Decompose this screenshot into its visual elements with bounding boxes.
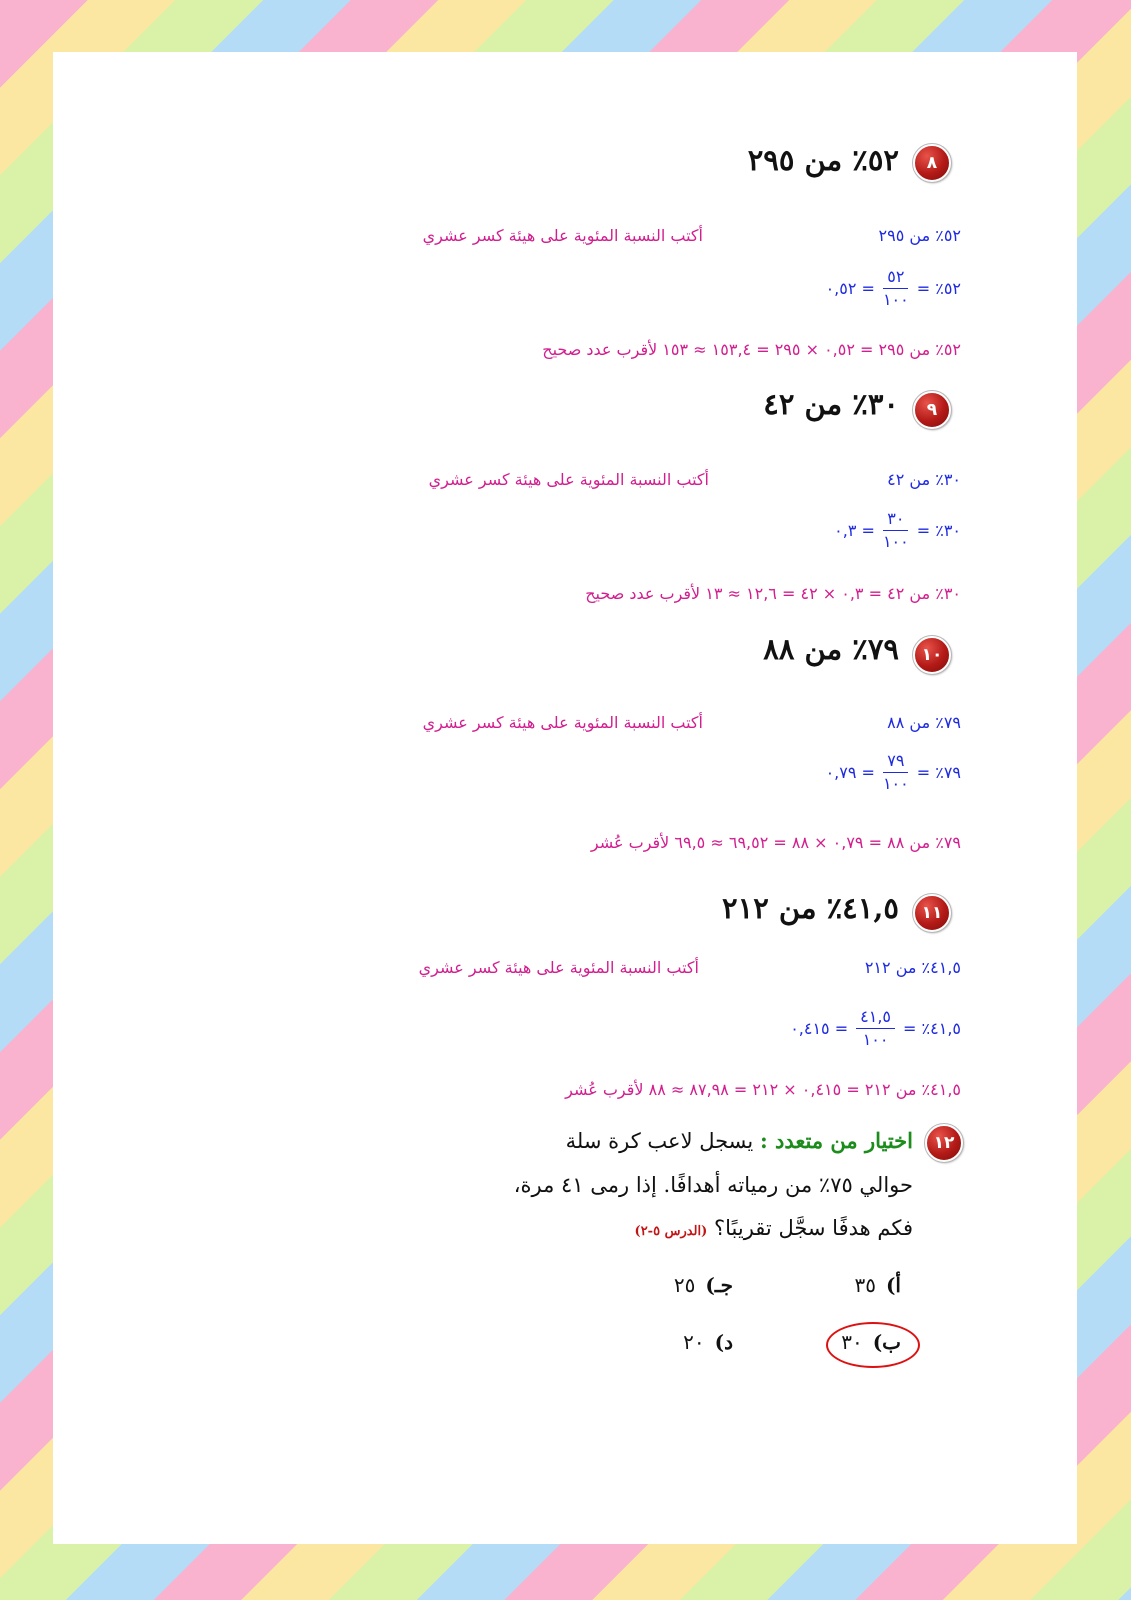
problem-number-badge: ١١: [913, 894, 951, 932]
step-hint: أكتب النسبة المئوية على هيئة كسر عشري: [428, 470, 709, 489]
mc-question-line-2: حوالي ٧٥٪ من رمياته أهدافًا. إذا رمى ٤١ مرة،: [513, 1173, 913, 1197]
fraction: [883, 268, 909, 309]
option-label: جـ): [705, 1273, 733, 1297]
fraction-equation: [834, 510, 961, 551]
problem-number-badge: ٩: [913, 391, 951, 429]
step-hint: أكتب النسبة المئوية على هيئة كسر عشري: [422, 226, 703, 245]
option-value: ٢٠: [683, 1330, 705, 1354]
selected-answer-circle: [826, 1322, 920, 1368]
option-label: د): [714, 1330, 733, 1354]
fraction-equation: [826, 268, 961, 309]
option-a[interactable]: [854, 1273, 901, 1297]
mc-line-3-text: فكم هدفًا سجَّل تقريبًا؟: [713, 1216, 913, 1240]
problem-heading: ٣٠٪ من ٤٢: [763, 387, 899, 421]
equation-left: ٣٠٪ =: [916, 521, 961, 540]
result-line: ٥٢٪ من ٢٩٥ = ٠,٥٢ × ٢٩٥ = ١٥٣,٤ ≈ ١٥٣ لأقرب عدد صحيح: [542, 340, 961, 359]
option-label: ب): [872, 1330, 901, 1354]
problem-number-badge: ١٢: [925, 1124, 963, 1162]
fraction-equation: [790, 1008, 961, 1049]
step-statement: ٧٩٪ من ٨٨: [887, 713, 961, 732]
equation-right: = ٠,٤١٥: [790, 1019, 849, 1038]
result-line: ٣٠٪ من ٤٢ = ٠,٣ × ٤٢ = ١٢,٦ ≈ ١٣ لأقرب عدد صحيح: [585, 584, 961, 603]
equation-right: = ٠,٥٢: [825, 279, 875, 298]
option-value: ٣٥: [854, 1273, 876, 1297]
result-line: ٧٩٪ من ٨٨ = ٠,٧٩ × ٨٨ = ٦٩,٥٢ ≈ ٦٩,٥ لأقرب عُشر: [590, 833, 961, 852]
step-hint: أكتب النسبة المئوية على هيئة كسر عشري: [422, 713, 703, 732]
equation-right: = ٠,٧٩: [825, 763, 875, 782]
lesson-reference: (الدرس ٥-٢): [634, 1224, 708, 1239]
problem-heading: ٧٩٪ من ٨٨: [763, 632, 899, 666]
problem-number-badge: ٨: [913, 144, 951, 182]
problem-number-badge: ١٠: [913, 636, 951, 674]
fraction-numerator: ٤١,٥: [856, 1008, 895, 1029]
fraction-equation: [826, 752, 961, 793]
fraction: [883, 752, 909, 793]
fraction: [856, 1008, 895, 1049]
option-value: ٢٥: [673, 1273, 696, 1297]
fraction-numerator: ٥٢: [883, 268, 908, 289]
mc-title: اختيار من متعدد :: [759, 1128, 913, 1153]
equation-left: ٤١,٥٪ =: [903, 1019, 961, 1038]
option-value: ٣٠: [841, 1330, 863, 1354]
option-label: أ): [885, 1273, 901, 1297]
fraction-denominator: ١٠٠: [882, 532, 909, 551]
mc-question-line-3: [635, 1216, 913, 1240]
result-line: ٤١,٥٪ من ٢١٢ = ٠,٤١٥ × ٢١٢ = ٨٧,٩٨ ≈ ٨٨ لأقرب عُشر: [565, 1080, 961, 1099]
mc-question-line-1: [566, 1128, 913, 1153]
fraction: [883, 510, 909, 551]
step-hint: أكتب النسبة المئوية على هيئة كسر عشري: [418, 958, 699, 977]
fraction-numerator: ٧٩: [883, 752, 908, 773]
fraction-denominator: ١٠٠: [882, 290, 909, 309]
equation-right: = ٠,٣: [834, 521, 875, 540]
fraction-numerator: ٣٠: [883, 510, 908, 531]
step-statement: ٤١,٥٪ من ٢١٢: [864, 958, 961, 977]
equation-left: ٥٢٪ =: [916, 279, 961, 298]
option-c[interactable]: [674, 1273, 733, 1297]
option-d[interactable]: [683, 1330, 733, 1354]
problem-heading: ٤١,٥٪ من ٢١٢: [722, 891, 899, 925]
fraction-denominator: ١٠٠: [862, 1030, 889, 1049]
step-statement: ٣٠٪ من ٤٢: [887, 470, 961, 489]
equation-left: ٧٩٪ =: [916, 763, 961, 782]
mc-line-1-text: يسجل لاعب كرة سلة: [565, 1129, 754, 1153]
step-statement: ٥٢٪ من ٢٩٥: [878, 226, 961, 245]
fraction-denominator: ١٠٠: [882, 774, 909, 793]
problem-heading: ٥٢٪ من ٢٩٥: [747, 143, 899, 177]
